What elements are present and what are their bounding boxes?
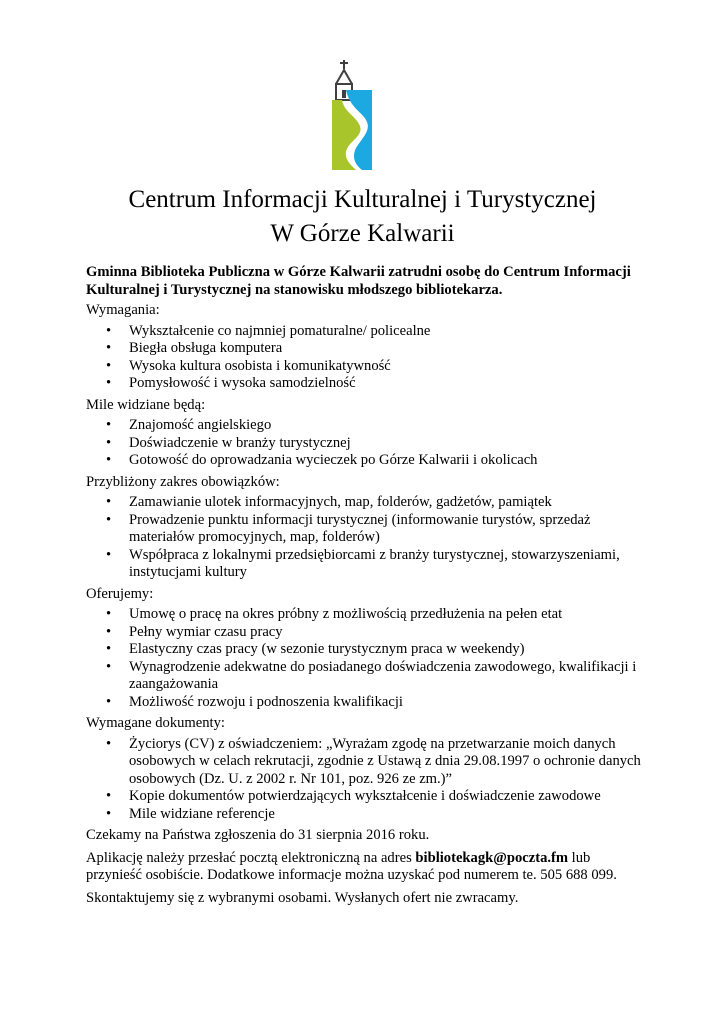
- section-heading: Wymagania:: [86, 302, 160, 318]
- bullet-list: [86, 323, 646, 393]
- section-heading: Wymagane dokumenty:: [86, 715, 225, 731]
- bullet-icon: •: [106, 641, 112, 657]
- list-item-text: Możliwość rozwoju i podnoszenia kwalifikacji: [129, 693, 403, 710]
- bullet-icon: •: [106, 546, 112, 563]
- list-item-text: Znajomość angielskiego: [129, 417, 272, 433]
- list-item: [106, 417, 646, 435]
- list-item: [106, 735, 646, 789]
- bullet-icon: •: [106, 322, 112, 339]
- list-item: [106, 375, 646, 393]
- list-item-text: Prowadzenie punktu informacji turystycznej (informowanie turystów, sprzedaż materiałów promocyjnych, map, folderów): [129, 511, 591, 545]
- list-item: [106, 641, 646, 659]
- logo-tower: [336, 70, 352, 84]
- bullet-icon: •: [106, 606, 112, 622]
- contact-email: bibliotekagk@poczta.fm: [415, 849, 569, 866]
- bullet-list: [86, 606, 646, 711]
- list-item-text: Współpraca z lokalnymi przedsiębiorcami z branży turystycznej, stowarzyszeniami, instytucjami kultury: [129, 546, 620, 580]
- bullet-icon: •: [106, 340, 112, 356]
- list-item: [106, 658, 646, 694]
- bullet-icon: •: [106, 511, 112, 528]
- section-heading: Przybliżony zakres obowiązków:: [86, 473, 280, 490]
- list-item-text: Wykształcenie co najmniej pomaturalne/ policealne: [129, 322, 431, 339]
- list-item: [106, 805, 646, 824]
- bullet-icon: •: [106, 805, 112, 822]
- list-item-text: Życiorys (CV) z oświadczeniem: „Wyrażam zgodę na przetwarzanie moich danych osobowych w celach rekrutacji, zgodnie z Ustawą z dnia 29.08.1997 o ochronie danych osobowych (Dz. U. z 2002 r. Nr 101, poz. 926 ze zm.)”: [129, 735, 641, 787]
- list-item: [106, 494, 646, 512]
- bullet-icon: •: [106, 788, 112, 804]
- bullet-list: [86, 494, 646, 582]
- list-item-text: Zamawianie ulotek informacyjnych, map, folderów, gadżetów, pamiątek: [129, 494, 552, 510]
- application-paragraph: [86, 850, 646, 885]
- list-item-text: Doświadczenie w branży turystycznej: [129, 434, 351, 451]
- list-item: [106, 511, 646, 547]
- bullet-icon: •: [106, 452, 112, 468]
- list-item-text: Kopie dokumentów potwierdzających wykształcenie i doświadczenie zawodowe: [129, 788, 601, 804]
- list-item-text: Pełny wymiar czasu pracy: [129, 623, 283, 640]
- list-item: [106, 322, 646, 341]
- bullet-icon: •: [106, 434, 112, 451]
- list-item: [106, 693, 646, 712]
- bullet-icon: •: [106, 693, 112, 710]
- bullet-icon: •: [106, 735, 112, 752]
- list-item: [106, 623, 646, 642]
- bullet-list: [86, 417, 646, 470]
- section-heading: Mile widziane będą:: [86, 396, 206, 413]
- list-item: [106, 452, 646, 470]
- bullet-icon: •: [106, 623, 112, 640]
- list-item: [106, 546, 646, 582]
- logo: [330, 60, 374, 170]
- bullet-icon: •: [106, 357, 112, 374]
- deadline-paragraph: Czekamy na Państwa zgłoszenia do 31 sierpnia 2016 roku.: [86, 827, 430, 843]
- bullet-list: [86, 736, 646, 824]
- list-item-text: Mile widziane referencje: [129, 805, 275, 822]
- intro-paragraph: Gminna Biblioteka Publiczna w Górze Kalwarii zatrudni osobę do Centrum Informacji Kulturalnej i Turystycznej na stanowisku młodszego bibliotekarza.: [86, 264, 631, 298]
- application-text-before: Aplikację należy przesłać pocztą elektroniczną na adres: [86, 849, 416, 866]
- sections: [86, 302, 646, 823]
- list-item: [106, 434, 646, 453]
- list-item-text: Wynagrodzenie adekwatne do posiadanego doświadczenia zawodowego, kwalifikacji i zaangażowania: [129, 658, 637, 692]
- list-item-text: Gotowość do oprowadzania wycieczek po Górze Kalwarii i okolicach: [129, 452, 538, 468]
- bullet-icon: •: [106, 658, 112, 675]
- closing-paragraph: Skontaktujemy się z wybranymi osobami. Wysłanych ofert nie zwracamy.: [86, 889, 519, 906]
- document-body: [86, 264, 646, 912]
- page-title-line-1: Centrum Informacji Kulturalnej i Turystycznej: [128, 186, 597, 213]
- list-item: [106, 788, 646, 806]
- section-heading: Oferujemy:: [86, 585, 154, 602]
- list-item: [106, 357, 646, 376]
- application-text-after: lub przynieść osobiście. Dodatkowe informacje można uzyskać pod numerem te. 505 688 099.: [86, 849, 617, 883]
- list-item-text: Elastyczny czas pracy (w sezonie turystycznym praca w weekendy): [129, 641, 525, 657]
- bullet-icon: •: [106, 375, 112, 391]
- list-item-text: Umowę o pracę na okres próbny z możliwością przedłużenia na pełen etat: [129, 606, 563, 622]
- bullet-icon: •: [106, 494, 112, 510]
- list-item-text: Pomysłowość i wysoka samodzielność: [129, 375, 356, 391]
- list-item: [106, 606, 646, 624]
- list-item-text: Biegła obsługa komputera: [129, 340, 283, 356]
- list-item-text: Wysoka kultura osobista i komunikatywność: [129, 357, 391, 374]
- bullet-icon: •: [106, 417, 112, 433]
- list-item: [106, 340, 646, 358]
- page-title-line-2: W Górze Kalwarii: [270, 220, 455, 247]
